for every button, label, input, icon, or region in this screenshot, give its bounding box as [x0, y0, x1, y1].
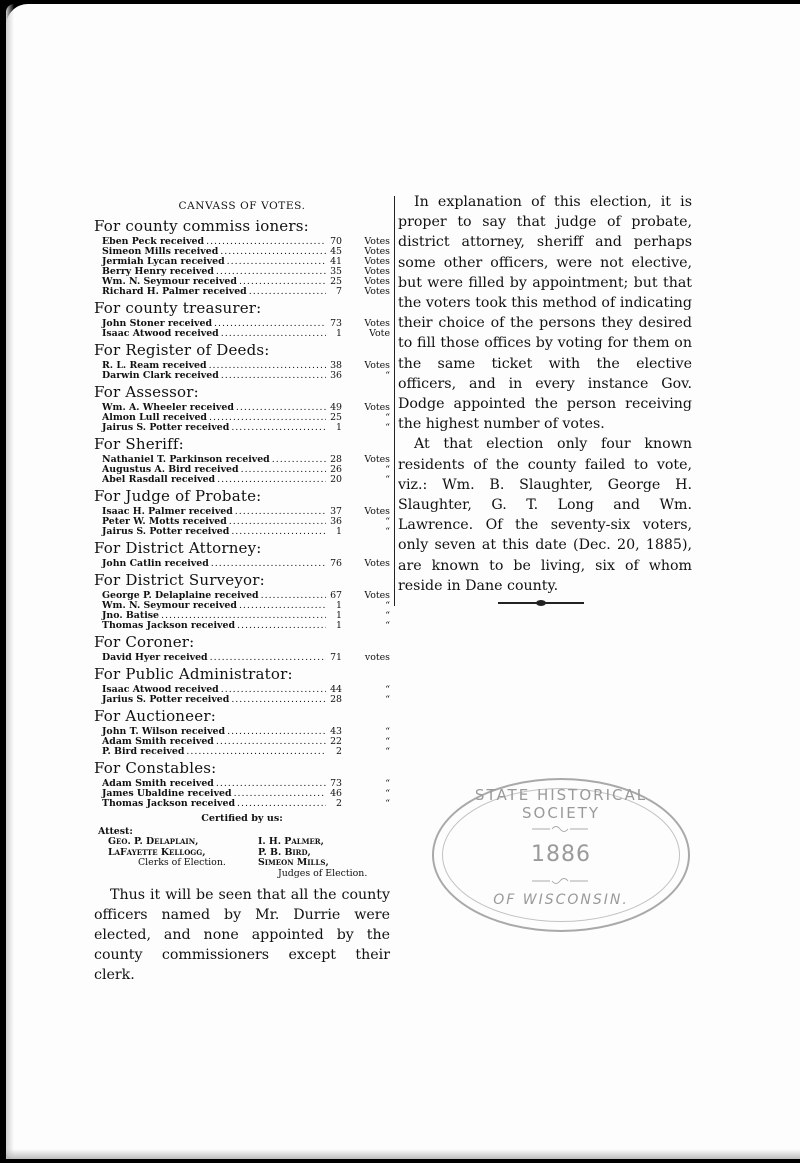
closing-paragraph-text: Thus it will be seen that all the county officers named by Mr. Durrie were elected, and none appointed by the county commissioners except their clerk.: [94, 887, 390, 983]
stamp-year: 1886: [531, 842, 591, 867]
vote-unit: “: [385, 726, 390, 737]
vote-section: [94, 300, 390, 339]
candidate-name: Almon Lull received: [102, 412, 207, 423]
vote-unit: Votes: [364, 558, 390, 569]
dot-leader: [219, 371, 326, 381]
dot-leader: [212, 319, 326, 329]
vote-section: [94, 436, 390, 485]
vote-unit: “: [385, 778, 390, 789]
dot-leader: [225, 727, 326, 737]
candidate-row: [102, 559, 390, 569]
page-shadow-bottom: [6, 1149, 800, 1159]
candidate-name: Thomas Jackson received: [102, 620, 236, 631]
judges-role: Judges of Election.: [278, 867, 368, 879]
vote-count: 46: [330, 788, 342, 799]
candidate-list: [94, 403, 390, 433]
candidate-name: Jairus S. Potter received: [102, 526, 230, 537]
office-heading: For county commiss ioners:: [94, 217, 309, 235]
vote-unit: “: [385, 610, 390, 621]
vote-unit: “: [385, 746, 390, 757]
vote-count: 73: [330, 318, 342, 329]
vote-unit: Votes: [364, 360, 390, 371]
dot-leader: [219, 329, 326, 339]
candidate-name: Jairus S. Potter received: [102, 422, 230, 433]
vote-unit: Votes: [364, 590, 390, 601]
vote-section: [94, 540, 390, 569]
candidate-name: Wm. A. Wheeler received: [102, 402, 234, 413]
vote-count: 49: [330, 402, 342, 413]
clerks-signatures: [108, 837, 226, 869]
office-heading: For Coroner:: [94, 633, 195, 651]
candidate-name: Isaac Atwood received: [102, 328, 219, 339]
dot-leader: [225, 257, 326, 267]
vote-section: [94, 634, 390, 663]
vote-count: 2: [336, 746, 342, 757]
vote-unit: Vote: [369, 328, 390, 339]
vote-count: 71: [330, 652, 342, 663]
vote-unit: “: [385, 684, 390, 695]
candidate-name: John Catlin received: [102, 558, 209, 569]
vote-count: 7: [336, 286, 342, 297]
vote-section: [94, 666, 390, 705]
vote-unit: Votes: [364, 276, 390, 287]
dot-leader: [237, 277, 326, 287]
clerks-role: Clerks of Election.: [138, 857, 226, 868]
vote-count: 1: [336, 600, 342, 611]
candidate-name: Wm. N. Seymour received: [102, 600, 237, 611]
dot-leader: [208, 653, 326, 663]
dot-leader: [270, 455, 326, 465]
candidate-name: Darwin Clark received: [102, 370, 219, 381]
dot-leader: [232, 789, 326, 799]
vote-unit: “: [385, 422, 390, 433]
candidate-name: George P. Delaplaine received: [102, 590, 259, 601]
vote-count: 28: [330, 694, 342, 705]
vote-section: [94, 342, 390, 381]
candidate-row: [102, 653, 390, 663]
vote-count: 28: [330, 454, 342, 465]
vote-count: 44: [330, 684, 342, 695]
dot-leader: [237, 601, 326, 611]
vote-section: [94, 708, 390, 757]
candidate-name: John T. Wilson received: [102, 726, 226, 737]
vote-count: 41: [330, 256, 342, 267]
dot-leader: [209, 559, 326, 569]
candidate-name: Richard H. Palmer received: [102, 286, 247, 297]
candidate-row: [102, 475, 390, 485]
vote-count: 73: [330, 778, 342, 789]
dot-leader: [233, 507, 326, 517]
candidate-row: [102, 287, 390, 297]
vote-count: 25: [330, 412, 342, 423]
judges-signatures: [258, 837, 367, 879]
canvass-column: [94, 200, 390, 985]
vote-unit: “: [385, 474, 390, 485]
dot-leader: [218, 247, 326, 257]
stamp-society-name: STATE HISTORICAL SOCIETY: [474, 786, 648, 822]
vote-count: 25: [330, 276, 342, 287]
vote-count: 26: [330, 464, 342, 475]
dot-leader: [229, 695, 326, 705]
column-divider: [394, 196, 395, 606]
vote-section: [94, 384, 390, 433]
vote-unit: “: [385, 412, 390, 423]
dot-leader: [229, 423, 326, 433]
vote-unit: Votes: [364, 454, 390, 465]
candidate-name: Wm. N. Seymour received: [102, 276, 237, 287]
vote-count: 1: [336, 328, 342, 339]
dot-leader: [219, 685, 326, 695]
candidate-name: P. Bird received: [102, 746, 185, 757]
vote-unit: Votes: [364, 318, 390, 329]
vote-count: 67: [330, 590, 342, 601]
dot-leader: [235, 799, 326, 809]
vote-count: 35: [330, 266, 342, 277]
flourish-icon: [530, 824, 590, 834]
candidate-name: Jermiah Lycan received: [102, 256, 225, 267]
candidate-list: [94, 361, 390, 381]
vote-section: [94, 218, 390, 297]
candidate-list: [94, 685, 390, 705]
candidate-name: Abel Rasdall received: [102, 474, 216, 485]
candidate-row: [102, 747, 390, 757]
vote-count: 1: [336, 422, 342, 433]
office-heading: For county treasurer:: [94, 299, 262, 317]
vote-section: [94, 760, 390, 809]
candidate-name: Jno. Batise: [102, 610, 160, 621]
candidate-name: James Ubaldine received: [102, 788, 232, 799]
vote-section: [94, 488, 390, 537]
judge-signature: P. B. Bird,: [258, 846, 311, 858]
vote-unit: Votes: [364, 402, 390, 413]
vote-unit: “: [385, 620, 390, 631]
candidate-name: Augustus A. Bird received: [102, 464, 239, 475]
vote-unit: “: [385, 788, 390, 799]
candidate-row: [102, 695, 390, 705]
dot-leader: [227, 517, 326, 527]
vote-unit: “: [385, 370, 390, 381]
judge-signature: Simeon Mills,: [258, 857, 329, 868]
office-heading: For District Surveyor:: [94, 571, 265, 589]
vote-unit: “: [385, 526, 390, 537]
vote-count: 20: [330, 474, 342, 485]
explanation-paragraph: [398, 192, 692, 434]
vote-unit: Votes: [364, 256, 390, 267]
candidate-name: Adam Smith received: [102, 736, 214, 747]
vote-unit: “: [385, 516, 390, 527]
office-heading: For Sheriff:: [94, 435, 184, 453]
page-shadow-left: [6, 4, 14, 1159]
candidate-name: Peter W. Motts received: [102, 516, 227, 527]
section-end-ornament: [498, 602, 584, 604]
dot-leader: [184, 747, 326, 757]
dot-leader: [239, 465, 326, 475]
candidate-list: [94, 319, 390, 339]
vote-unit: Votes: [364, 506, 390, 517]
vote-unit: “: [385, 736, 390, 747]
vote-count: 1: [336, 620, 342, 631]
dot-leader: [204, 237, 326, 247]
candidate-row: [102, 371, 390, 381]
candidate-list: [94, 455, 390, 485]
dot-leader: [234, 403, 326, 413]
dot-leader: [235, 621, 326, 631]
vote-count: 70: [330, 236, 342, 247]
explanation-column: [398, 192, 692, 604]
candidate-list: [94, 779, 390, 809]
candidate-name: Simeon Mills received: [102, 246, 219, 257]
vote-count: 36: [330, 516, 342, 527]
vote-count: 37: [330, 506, 342, 517]
candidate-name: Thomas Jackson received: [102, 798, 236, 809]
vote-unit: Votes: [364, 266, 390, 277]
vote-unit: “: [385, 798, 390, 809]
vote-count: 36: [330, 370, 342, 381]
vote-unit: votes: [364, 652, 390, 663]
office-heading: For Judge of Probate:: [94, 487, 262, 505]
office-heading: For Register of Deeds:: [94, 341, 270, 359]
vote-count: 43: [330, 726, 342, 737]
attestation-block: [94, 827, 390, 879]
candidate-list: [94, 559, 390, 569]
candidate-name: David Hyer received: [102, 652, 208, 663]
non-voters-paragraph-text: At that election only four known residents of the county failed to vote, viz.: Wm. B. Slaughter, George H. Slaughter, G. T. Long and Wm. Lawrence. Of the seventy-six voters, only seven at this date (Dec. 20, 1885), are known to be living, six of whom reside in Dane county.: [398, 436, 692, 594]
vote-count: 1: [336, 610, 342, 621]
candidate-name: Isaac H. Palmer received: [102, 506, 233, 517]
office-heading: For District Attorney:: [94, 539, 262, 557]
vote-unit: Votes: [364, 286, 390, 297]
explanation-paragraph-text: In explanation of this election, it is proper to say that judge of probate, district attorney, sheriff and perhaps some other officers, were not elective, but were filled by appointment; but that the voters took this method of indicating their choice of the persons they desired to fill those offices by voting for them on the same ticket with the elective officers, and in every instance Gov. Dodge appointed the person receiving the highest number of votes.: [398, 194, 692, 433]
stamp-state-name: OF WISCONSIN.: [493, 892, 629, 908]
vote-section: [94, 572, 390, 631]
vote-unit: “: [385, 694, 390, 705]
closing-paragraph: [94, 885, 390, 985]
vote-sections: [94, 218, 390, 809]
candidate-row: [102, 799, 390, 809]
clerk-signature: Geo. P. Delaplain,: [108, 836, 199, 847]
vote-count: 76: [330, 558, 342, 569]
office-heading: For Assessor:: [94, 383, 199, 401]
candidate-name: John Stoner received: [102, 318, 213, 329]
office-heading: For Auctioneer:: [94, 707, 216, 725]
dot-leader: [259, 591, 326, 601]
office-heading: For Constables:: [94, 759, 217, 777]
candidate-name: Jarius S. Potter received: [102, 694, 230, 705]
office-heading: For Public Administrator:: [94, 665, 293, 683]
candidate-name: Isaac Atwood received: [102, 684, 219, 695]
dot-leader: [214, 737, 326, 747]
candidate-row: [102, 527, 390, 537]
candidate-row: [102, 329, 390, 339]
vote-unit: Votes: [364, 236, 390, 247]
vote-count: 2: [336, 798, 342, 809]
library-stamp: [432, 778, 690, 932]
candidate-list: [94, 507, 390, 537]
dot-leader: [207, 361, 326, 371]
candidate-list: [94, 653, 390, 663]
vote-unit: “: [385, 464, 390, 475]
candidate-list: [94, 727, 390, 757]
clerk-signature: LaFayette Kellogg,: [108, 846, 206, 858]
candidate-name: Nathaniel T. Parkinson received: [102, 454, 270, 465]
candidate-name: Eben Peck received: [102, 236, 205, 247]
candidate-name: Berry Henry received: [102, 266, 214, 277]
candidate-row: [102, 621, 390, 631]
document-title: CANVASS OF VOTES.: [178, 200, 306, 212]
vote-count: 45: [330, 246, 342, 257]
candidate-name: R. L. Ream received: [102, 360, 207, 371]
candidate-list: [94, 237, 390, 297]
non-voters-paragraph: [398, 434, 692, 596]
dot-leader: [215, 475, 326, 485]
vote-count: 38: [330, 360, 342, 371]
dot-leader: [229, 527, 326, 537]
certified-line: Certified by us:: [201, 813, 283, 824]
vote-unit: Votes: [364, 246, 390, 257]
candidate-list: [94, 591, 390, 631]
judge-signature: I. H. Palmer,: [258, 836, 324, 847]
attest-label: Attest:: [98, 826, 133, 837]
dot-leader: [247, 287, 326, 297]
vote-count: 1: [336, 526, 342, 537]
vote-count: 22: [330, 736, 342, 747]
candidate-name: Adam Smith received: [102, 778, 214, 789]
candidate-row: [102, 423, 390, 433]
flourish-icon: [530, 876, 590, 886]
vote-unit: “: [385, 600, 390, 611]
